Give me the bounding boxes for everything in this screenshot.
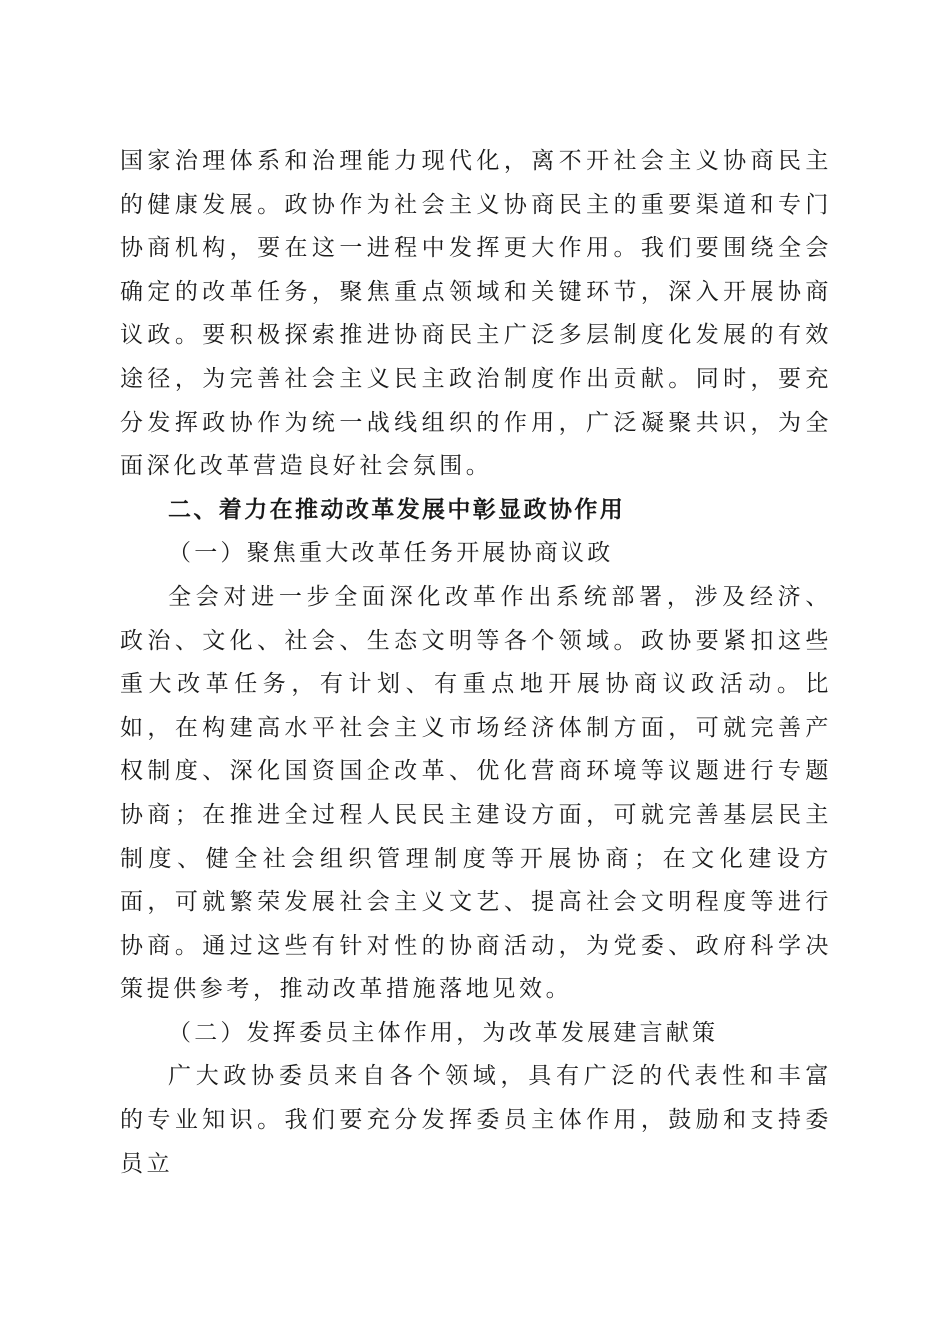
body-paragraph: 广大政协委员来自各个领域，具有广泛的代表性和丰富的专业知识。我们要充分发挥委员主体作用，鼓励和支持委员立 — [120, 1063, 832, 1177]
body-paragraph: 全会对进一步全面深化改革作出系统部署，涉及经济、政治、文化、社会、生态文明等各个领域。政协要紧扣这些重大改革任务，有计划、有重点地开展协商议政活动。比如，在构建高水平社会主义市场经济体制方面，可就完善产权制度、深化国资国企改革、优化营商环境等议题进行专题协商；在推进全过程人民民主建设方面，可就完善基层民主制度、健全社会组织管理制度等开展协商；在文化建设方面，可就繁荣发展社会主义文艺、提高社会文明程度等进行协商。通过这些有针对性的协商活动，为党委、政府科学决策提供参考，推动改革措施落地见效。 — [120, 583, 832, 1003]
section-heading: 二、着力在推动改革发展中彰显政协作用 — [168, 496, 626, 523]
subsection-heading: （二）发挥委员主体作用，为改革发展建言献策 — [168, 1019, 719, 1046]
subsection-heading: （一）聚焦重大改革任务开展协商议政 — [168, 540, 614, 567]
document-body — [120, 140, 832, 1186]
body-paragraph: 国家治理体系和治理能力现代化，离不开社会主义协商民主的健康发展。政协作为社会主义协商民主的重要渠道和专门协商机构，要在这一进程中发挥更大作用。我们要围绕全会确定的改革任务，聚焦重点领域和关键环节，深入开展协商议政。要积极探索推进协商民主广泛多层制度化发展的有效途径，为完善社会主义民主政治制度作出贡献。同时，要充分发挥政协作为统一战线组织的作用，广泛凝聚共识，为全面深化改革营造良好社会氛围。 — [120, 148, 832, 480]
